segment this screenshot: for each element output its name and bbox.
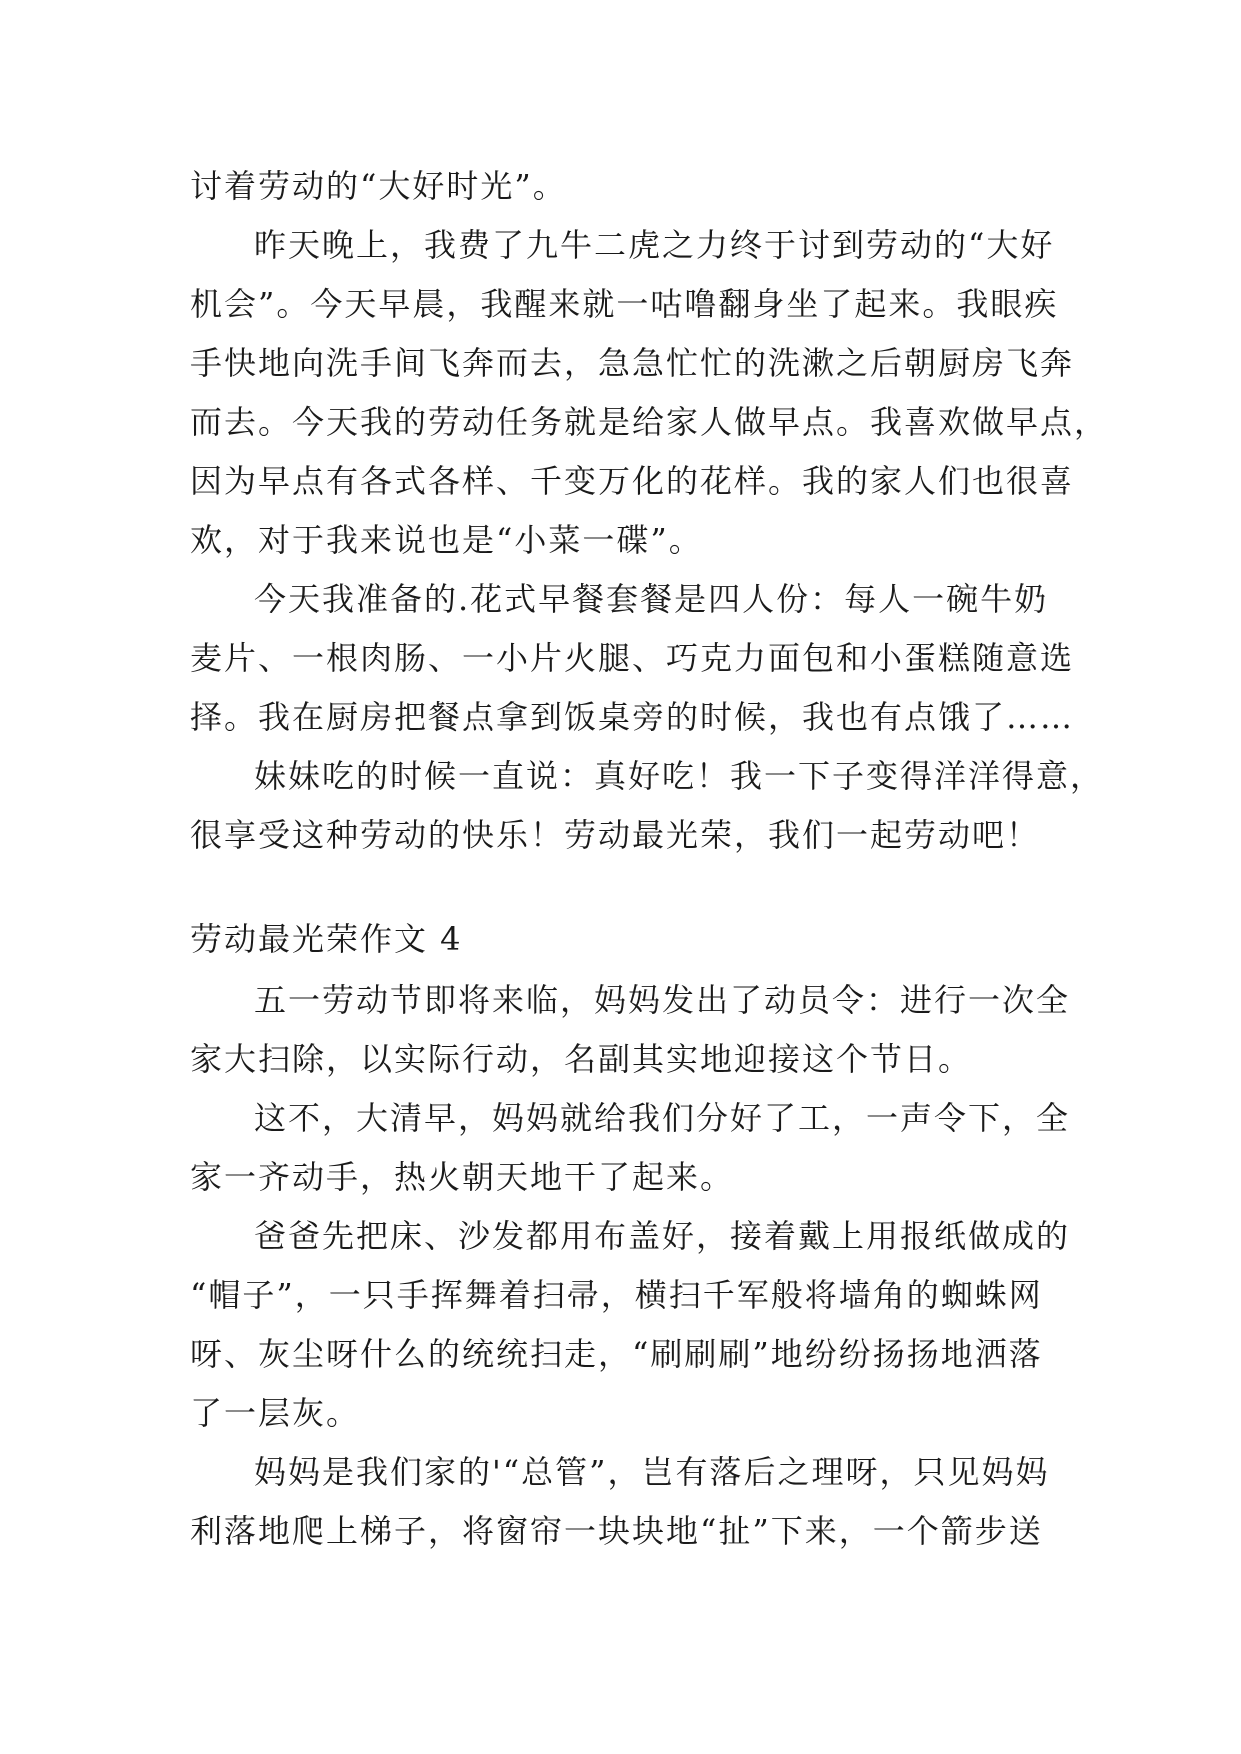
paragraph-start: 昨天晚上，我费了九牛二虎之力终于讨到劳动的“大好 <box>254 226 1055 264</box>
text-line: 了一层灰。 <box>190 1394 361 1432</box>
text-line: 因为早点有各式各样、千变万化的花样。我的家人们也很喜 <box>190 462 1075 500</box>
text-line: 利落地爬上梯子，将窗帘一块块地“扯”下来，一个箭步送 <box>190 1512 1043 1550</box>
text-line: “帽子”，一只手挥舞着扫帚，横扫千军般将墙角的蜘蛛网 <box>190 1276 1043 1314</box>
paragraph-start: 妈妈是我们家的'“总管”，岂有落后之理呀，只见妈妈 <box>254 1453 1050 1491</box>
text-line: 麦片、一根肉肠、一小片火腿、巧克力面包和小蛋糕随意选 <box>190 639 1075 677</box>
paragraph-start: 今天我准备的.花式早餐套餐是四人份：每人一碗牛奶 <box>254 580 1049 618</box>
text-line: 机会”。今天早晨，我醒来就一咕噜翻身坐了起来。我眼疾 <box>190 285 1059 323</box>
text-line: 家大扫除，以实际行动，名副其实地迎接这个节日。 <box>190 1040 973 1078</box>
text-line: 手快地向洗手间飞奔而去，急急忙忙的洗漱之后朝厨房飞奔 <box>190 344 1075 382</box>
text-line: 家一齐动手，热火朝天地干了起来。 <box>190 1158 735 1196</box>
paragraph-start: 妹妹吃的时候一直说：真好吃！我一下子变得洋洋得意， <box>254 757 1105 795</box>
paragraph-start: 这不，大清早，妈妈就给我们分好了工，一声令下，全 <box>254 1099 1071 1137</box>
paragraph-start: 爸爸先把床、沙发都用布盖好，接着戴上用报纸做成的 <box>254 1217 1071 1255</box>
text-line: 欢，对于我来说也是“小菜一碟”。 <box>190 521 703 559</box>
paragraph-start: 五一劳动节即将来临，妈妈发出了动员令：进行一次全 <box>254 981 1071 1019</box>
text-line: 而去。今天我的劳动任务就是给家人做早点。我喜欢做早点， <box>190 403 1109 441</box>
text-line: 呀、灰尘呀什么的统统扫走，“刷刷刷”地纷纷扬扬地洒落 <box>190 1335 1043 1373</box>
section-heading: 劳动最光荣作文 4 <box>190 920 463 958</box>
text-line: 择。我在厨房把餐点拿到饭桌旁的时候，我也有点饿了…… <box>190 698 1075 736</box>
text-line: 讨着劳动的“大好时光”。 <box>190 167 567 205</box>
text-line: 很享受这种劳动的快乐！劳动最光荣，我们一起劳动吧！ <box>190 816 1041 854</box>
